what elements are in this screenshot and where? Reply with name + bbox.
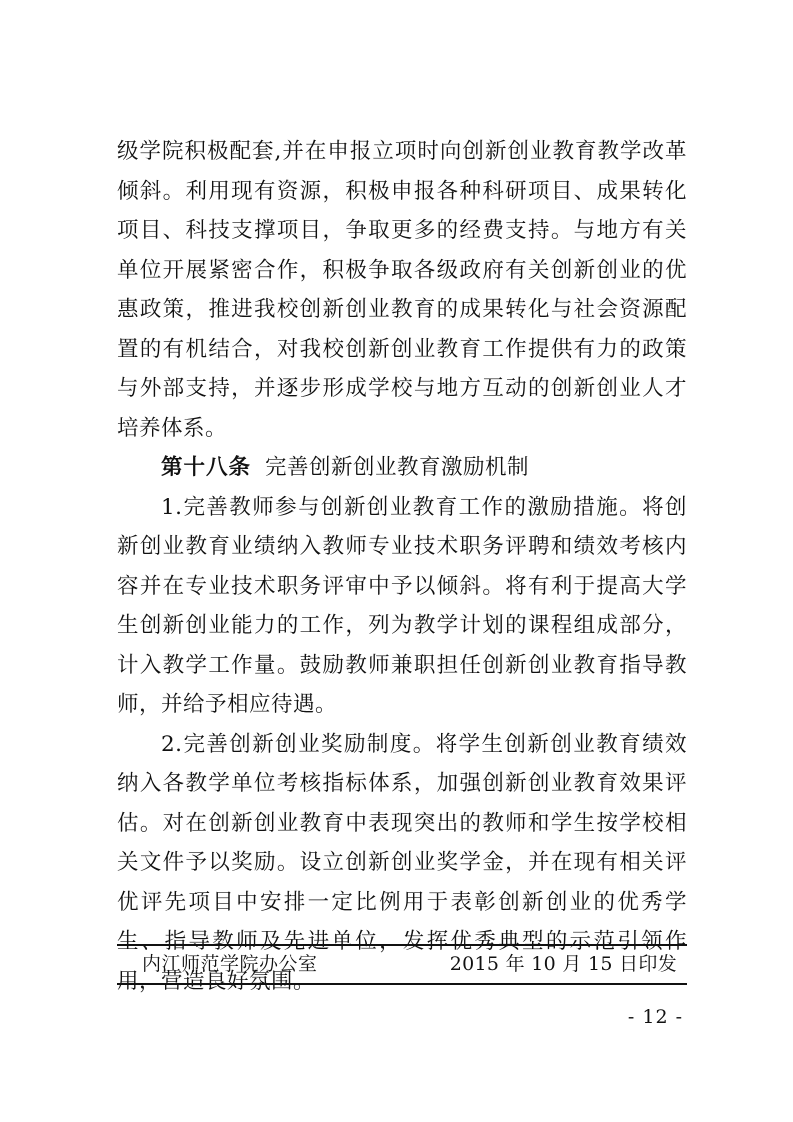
list-item: 2.完善创新创业奖励制度。将学生创新创业教育绩效纳入各教学单位考核指标体系，加强创新创业教育效果评估。对在创新创业教育中表现突出的教师和学生按学校相关文件予以奖励。设立创新创业奖学金，并在现有相关评优评先项目中安排一定比例用于表彰创新创业的优秀学生、指导教师及先进单位，发挥优秀典型的示范引领作用，营造良好氛围。 — [117, 731, 687, 994]
footer-bottom-rule — [117, 983, 687, 985]
article-heading — [117, 448, 687, 488]
list-item: 1.完善教师参与创新创业教育工作的激励措施。将创新创业教育业绩纳入教师专业技术职务评聘和绩效考核内容并在专业技术职务评审中予以倾斜。将有利于提高大学生创新创业能力的工作，列为教学计划的课程组成部分，计入教学工作量。鼓励教师兼职担任创新创业教育指导教师，并给予相应待遇。 — [117, 494, 687, 717]
page-number: - 12 - — [627, 1006, 683, 1028]
footer-imprint — [117, 948, 687, 980]
article-number: 第十八条 — [161, 455, 252, 480]
issuer-name: 内江师范学院办公室 — [142, 953, 318, 975]
footer-top-rule — [117, 944, 687, 946]
article-title: 完善创新创业教育激励机制 — [265, 455, 530, 480]
document-body — [117, 132, 687, 1001]
body-paragraph: 级学院积极配套,并在申报立项时向创新创业教育教学改革倾斜。利用现有资源，积极申报各种科研项目、成果转化项目、科技支撑项目，争取更多的经费支持。与地方有关单位开展紧密合作，积极争取各级政府有关创新创业的优惠政策，推进我校创新创业教育的成果转化与社会资源配置的有机结合，对我校创新创业教育工作提供有力的政策与外部支持，并逐步形成学校与地方互动的创新创业人才培养体系。 — [117, 139, 687, 441]
issue-date: 2015 年 10 月 15 日印发 — [449, 953, 677, 975]
